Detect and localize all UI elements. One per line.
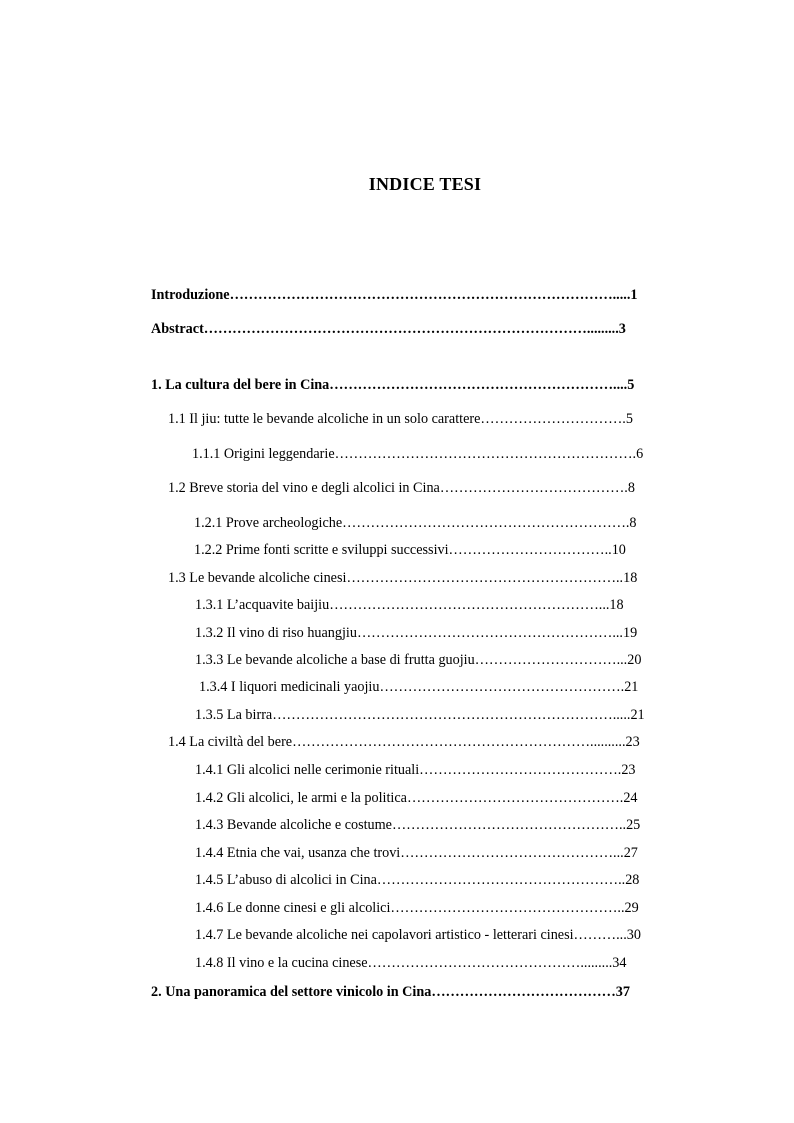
toc-entry-1-2-2: 1.2.2 Prime fonti scritte e sviluppi successivi……………………………..10 xyxy=(194,542,626,558)
toc-entry-1-4: 1.4 La civiltà del bere………………………………………………………..........23 xyxy=(168,734,640,750)
toc-entry-1-4-7: 1.4.7 Le bevande alcoliche nei capolavori artistico - letterari cinesi………...30 xyxy=(195,927,641,943)
toc-entry-1-3-2: 1.3.2 Il vino di riso huangjiu………………………………………………...19 xyxy=(195,625,638,641)
toc-entry-chapter-1: 1. La cultura del bere in Cina……………………………………………………....5 xyxy=(151,377,635,393)
toc-entry-1-4-1: 1.4.1 Gli alcolici nelle cerimonie rituali…………………………………….23 xyxy=(195,762,636,778)
toc-entry-1-2-1: 1.2.1 Prove archeologiche…………………………………………………….8 xyxy=(194,515,637,531)
toc-entry-1-3-5: 1.3.5 La birra……………………………………………………………….....21 xyxy=(195,707,645,723)
toc-entry-introduzione: Introduzione……………………………………………………………………….....1 xyxy=(151,287,638,303)
toc-entry-1-4-6: 1.4.6 Le donne cinesi e gli alcolici…………………………………………..29 xyxy=(195,900,639,916)
toc-entry-1-1-1: 1.1.1 Origini leggendarie……………………………………………………….6 xyxy=(192,446,644,462)
toc-entry-1-4-3: 1.4.3 Bevande alcoliche e costume…………………………………………..25 xyxy=(195,817,641,833)
toc-entry-1-4-5: 1.4.5 L’abuso di alcolici in Cina……………………………………………..28 xyxy=(195,872,640,888)
toc-entry-chapter-2: 2. Una panoramica del settore vinicolo in Cina…………………………………37 xyxy=(151,984,630,1000)
toc-entry-1-3: 1.3 Le bevande alcoliche cinesi…………………………………………………..18 xyxy=(168,570,638,586)
toc-entry-abstract: Abstract……………………………………………………………………….........3 xyxy=(151,321,626,337)
page-title: INDICE TESI xyxy=(368,174,482,194)
toc-entry-1-4-4: 1.4.4 Etnia che vai, usanza che trovi………………………………………...27 xyxy=(195,845,638,861)
toc-entry-1-3-4: 1.3.4 I liquori medicinali yaojiu…………………………………………….21 xyxy=(199,679,639,695)
toc-entry-1-3-3: 1.3.3 Le bevande alcoliche a base di frutta guojiu…………………………...20 xyxy=(195,652,642,668)
toc-entry-1-1: 1.1 Il jiu: tutte le bevande alcoliche in un solo carattere………………………….5 xyxy=(168,411,633,427)
toc-entry-1-4-8: 1.4.8 Il vino e la cucina cinese……………………………………….........34 xyxy=(195,955,627,971)
toc-entry-1-4-2: 1.4.2 Gli alcolici, le armi e la politica……………………………………….24 xyxy=(195,790,638,806)
toc-entry-1-2: 1.2 Breve storia del vino e degli alcolici in Cina………………………………….8 xyxy=(168,480,635,496)
toc-entry-1-3-1: 1.3.1 L’acquavite baijiu…………………………………………………...18 xyxy=(195,597,624,613)
